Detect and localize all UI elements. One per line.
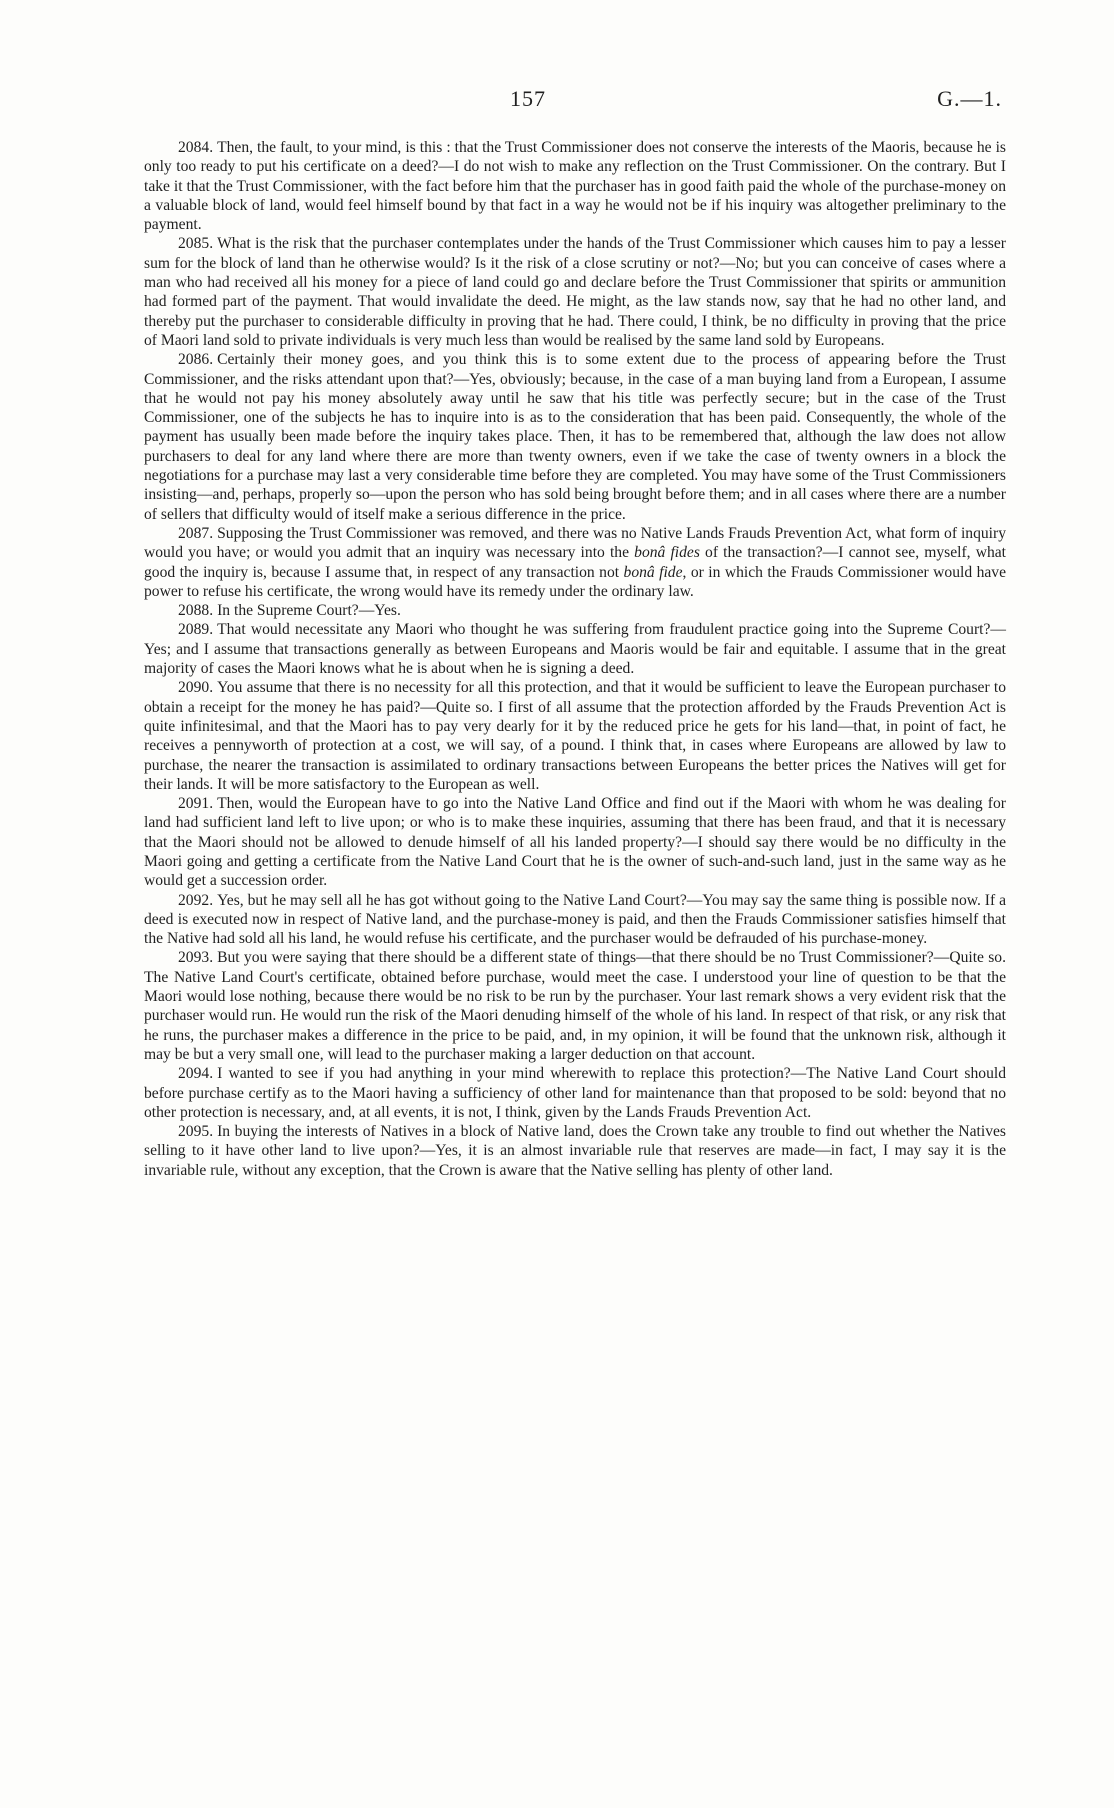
paragraph-text: Then, would the European have to go into the Native Land Office and find out if the Maori with whom he was dealing for land had sufficient land left to live upon; or who is to make these inquiries, assuming that there has been fraud, and that it is necessary that the Maori should not be allowed to denude himself of all his landed property?—I should say there would be no difficulty in the Maori going and getting a certificate from the Native Land Court that he is the owner of such-and-such land, just in the same way as he would get a succession order. [144,795,1006,890]
paragraph-text: of the transaction?—I cannot see, myself, what good the inquiry is, because I assume that, in respect of any transaction not [144,544,1007,581]
paragraph-2093 [144,948,1006,1064]
paragraph-text: But you were saying that there should be a different state of things—that there should be no Trust Commissioner?—Quite so. The Native Land Court's certificate, obtained before purchase, would meet the case. I understood your line of question to be that the Maori would lose nothing, because there would be no risk to be run by the purchaser. Your last remark shows a very evident risk that the purchaser would run. He would run the risk of the Maori denuding himself of the whole of his land. In respect of that risk, or any risk that he runs, the purchaser makes a difference in the price to be paid, and, in my opinion, it will be found that the unknown risk, although it may be but a very small one, will lead to the purchaser making a larger deduction on that account. [144,949,1006,1063]
paragraph-text: What is the risk that the purchaser contemplates under the hands of the Trust Commissioner which causes him to pay a lesser sum for the block of land than he otherwise would? Is it the risk of a close scrutiny or not?—No; but you can conceive of cases where a man who had received all his money for a piece of land could go and declare before the Trust Commissioner that spirits or ammunition had formed part of the payment. That would invalidate the deed. He might, as the law stands now, say that he had no other land, and thereby put the purchaser to considerable difficulty in proving that he had. There could, I think, be no difficulty in proving that the price of Maori land sold to private individuals is very much less than would be realised by the same land sold by Europeans. [144,235,1006,349]
document-body [144,138,1006,1180]
italic-term: bonâ fide [623,563,683,581]
paragraph-2095 [144,1122,1006,1180]
paragraph-2089 [144,620,1006,678]
paragraph-number: 2094. [178,1065,214,1083]
paragraph-text: That would necessitate any Maori who thought he was suffering from fraudulent practice going into the Supreme Court?—Yes; and I assume that transactions generally as between Europeans and Maoris would be fair and equitable. I assume that in the great majority of cases the Maori knows what he is about when he is signing a deed. [144,621,1006,678]
paragraph-number: 2090. [178,679,214,697]
italic-term: bonâ fides [634,544,700,562]
paragraph-2091 [144,794,1006,890]
paragraph-text: , or in which the Frauds Commissioner would have power to refuse his certificate, the wrong would have its remedy under the ordinary law. [144,563,1007,600]
paragraph-text: Certainly their money goes, and you think this is to some extent due to the process of appearing before the Trust Commissioner, and the risks attendant upon that?—Yes, obviously; because, in the case of a man buying land from a European, I assume that he would not pay his money absolutely away until he saw that his title was perfectly secure; but in the case of the Trust Commissioner, one of the subjects he has to inquire into is as to the consideration that has been paid. Consequently, the whole of the payment has usually been made before the inquiry takes place. Then, it has to be remembered that, although the law does not allow purchasers to deal for any land where there are more than twenty owners, even if we take the case of twenty owners in a block the negotiations for a purchase may last a very considerable time before they are completed. You may have some of the Trust Commissioners insisting—and, perhaps, properly so—upon the person who has sold being brought before them; and in all cases where there are a number of sellers that difficulty would of itself make a serious difference in the price. [144,351,1006,523]
paragraph-2087 [144,524,1006,601]
document-reference: G.—1. [937,86,1002,111]
paragraph-number: 2088. [178,602,214,620]
page-number: 157 [510,86,546,111]
paragraph-text: In the Supreme Court?—Yes. [217,602,401,620]
paragraph-2094 [144,1064,1006,1122]
paragraph-text: Yes, but he may sell all he has got without going to the Native Land Court?—You may say the same thing is possible now. If a deed is executed now in respect of Native land, and the purchase-money is paid, and then the Frauds Commissioner satisfies himself that the Native had sold all his land, he would refuse his certificate, and the purchaser would be defrauded of his purchase-money. [144,891,1006,948]
paragraph-text: Supposing the Trust Commissioner was removed, and there was no Native Lands Frauds Prevention Act, what form of inquiry would you have; or would you admit that an inquiry was necessary into the [144,524,1006,562]
paragraph-text: Then, the fault, to your mind, is this : that the Trust Commissioner does not conserve the interests of the Maoris, because he is only too ready to put his certificate on a deed?—I do not wish to make any reflection on the Trust Commissioner. On the contrary. But I take it that the Trust Commissioner, with the fact before him that the purchaser has in good faith paid the whole of the purchase-money on a valuable block of land, would feel himself bound by that fact in a way he would not be if his inquiry was altogether preliminary to the payment. [144,139,1006,234]
paragraph-text: You assume that there is no necessity for all this protection, and that it would be sufficient to leave the European purchaser to obtain a receipt for the money he has paid?—Quite so. I first of all assume that the protection afforded by the Frauds Prevention Act is quite infinitesimal, and that the Maori has to pay very dearly for it by the reduced price he gets for his land—that, in point of fact, he receives a pennyworth of protection at a cost, we will say, of a pound. I think that, in cases where Europeans are allowed by law to purchase, the nearer the transaction is assimilated to ordinary transactions between Europeans the better prices the Natives will get for their lands. It will be more satisfactory to the European as well. [144,679,1006,793]
paragraph-number: 2085. [178,235,214,253]
paragraph-number: 2089. [178,621,214,639]
paragraph-number: 2093. [178,949,214,967]
paragraph-number: 2086. [178,351,214,369]
paragraph-text: I wanted to see if you had anything in your mind wherewith to replace this protection?—The Native Land Court should before purchase certify as to the Maori having a sufficiency of other land for maintenance than that proposed to be sold: beyond that no other protection is necessary, and, at all events, it is not, I think, given by the Lands Frauds Prevention Act. [144,1065,1006,1121]
paragraph-text: In buying the interests of Natives in a block of Native land, does the Crown take any trouble to find out whether the Natives selling to it have other land to live upon?—Yes, it is an almost invariable rule that reserves are made—in fact, I may say it is the invariable rule, without any exception, that the Crown is aware that the Native selling has plenty of other land. [144,1123,1006,1179]
paragraph-2084 [144,138,1006,234]
paragraph-2092 [144,891,1006,949]
paragraph-2090 [144,678,1006,794]
page-header [0,86,1114,120]
paragraph-number: 2084. [178,139,214,156]
paragraph-2085 [144,234,1006,350]
paragraph-number: 2087. [178,524,214,542]
paragraph-2086 [144,350,1006,524]
paragraph-number: 2091. [178,795,214,813]
paragraph-number: 2092. [178,891,214,909]
paragraph-2088 [144,601,1006,620]
paragraph-number: 2095. [178,1123,214,1141]
